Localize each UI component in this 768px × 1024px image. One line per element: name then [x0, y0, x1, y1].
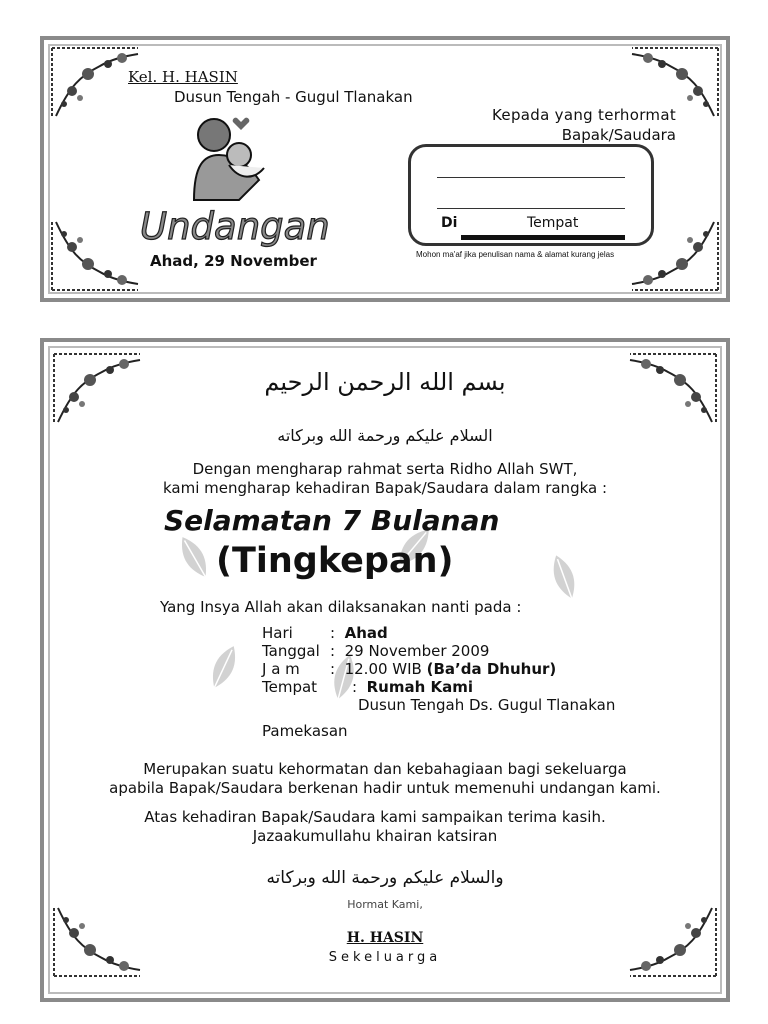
detail-value: 29 November 2009: [344, 642, 490, 660]
detail-value: 12.00 WIB: [344, 660, 422, 678]
envelope-card: [40, 36, 730, 302]
recipient-greeting: Kepada yang terhormat: [492, 106, 676, 124]
detail-row-jam: J a m : 12.00 WIB (Ba’da Dhuhur): [262, 660, 557, 678]
detail-row-tanggal: Tanggal : 29 November 2009: [262, 642, 490, 660]
detail-label: J a m: [262, 660, 300, 678]
mother-baby-illustration-icon: [179, 110, 279, 205]
salam-opening: السلام عليكم ورحمة الله وبركاته: [277, 426, 493, 445]
signer-name: H. HASIN: [346, 930, 424, 946]
detail-label: Tempat: [262, 678, 318, 696]
schedule-intro: Yang Insya Allah akan dilaksanakan nanti pada :: [160, 598, 522, 616]
tempat-label: Tempat: [527, 215, 579, 231]
detail-value: Rumah Kami: [366, 678, 473, 696]
family-name: Kel. H. HASIN: [128, 68, 238, 86]
invitation-letter-card: [40, 338, 730, 1002]
envelope-address: Dusun Tengah - Gugul Tlanakan: [174, 88, 413, 106]
detail-row-tempat: Tempat : Rumah Kami: [262, 678, 473, 696]
envelope-title: Undangan: [140, 205, 330, 248]
closing-line-2: apabila Bapak/Saudara berkenan hadir untuk memenuhi undangan kami.: [109, 779, 661, 797]
hormat-kami: Hormat Kami,: [347, 898, 423, 911]
venue-address: Dusun Tengah Ds. Gugul Tlanakan: [358, 696, 616, 714]
event-subtitle: (Tingkepan): [216, 541, 454, 581]
envelope-date: Ahad, 29 November: [150, 252, 317, 270]
salam-closing: والسلام عليكم ورحمة الله وبركاته: [266, 868, 504, 888]
floral-corner-icon: [50, 217, 140, 292]
event-title: Selamatan 7 Bulanan: [164, 504, 500, 537]
detail-value: Ahad: [344, 624, 388, 642]
detail-label: Hari: [262, 624, 293, 642]
address-label-box: [408, 144, 654, 246]
intro-line-1: Dengan mengharap rahmat serta Ridho Allah SWT,: [192, 460, 578, 478]
detail-row-hari: Hari : Ahad: [262, 624, 388, 642]
floral-corner-icon: [50, 46, 140, 121]
tempat-underline: [461, 235, 625, 240]
detail-extra: (Ba’da Dhuhur): [426, 660, 557, 678]
thanks-line-1: Atas kehadiran Bapak/Saudara kami sampaikan terima kasih.: [144, 808, 606, 826]
recipient-title: Bapak/Saudara: [561, 126, 676, 144]
detail-label: Tanggal: [262, 642, 320, 660]
signer-subtitle: Sekeluarga: [328, 950, 442, 965]
intro-line-2: kami mengharap kehadiran Bapak/Saudara dalam rangka :: [162, 479, 608, 497]
di-label: Di: [441, 215, 458, 231]
name-line[interactable]: [437, 177, 625, 178]
thanks-line-2: Jazaakumullahu khairan katsiran: [252, 827, 498, 845]
basmalah-calligraphy: بسم الله الرحمن الرحيم: [264, 368, 506, 396]
venue-city: Pamekasan: [262, 722, 348, 740]
event-details: [262, 624, 615, 714]
address-line[interactable]: [437, 208, 625, 209]
apology-note: Mohon ma'af jika penulisan nama & alamat kurang jelas: [416, 250, 615, 259]
closing-line-1: Merupakan suatu kehormatan dan kebahagiaan bagi sekeluarga: [143, 760, 627, 778]
